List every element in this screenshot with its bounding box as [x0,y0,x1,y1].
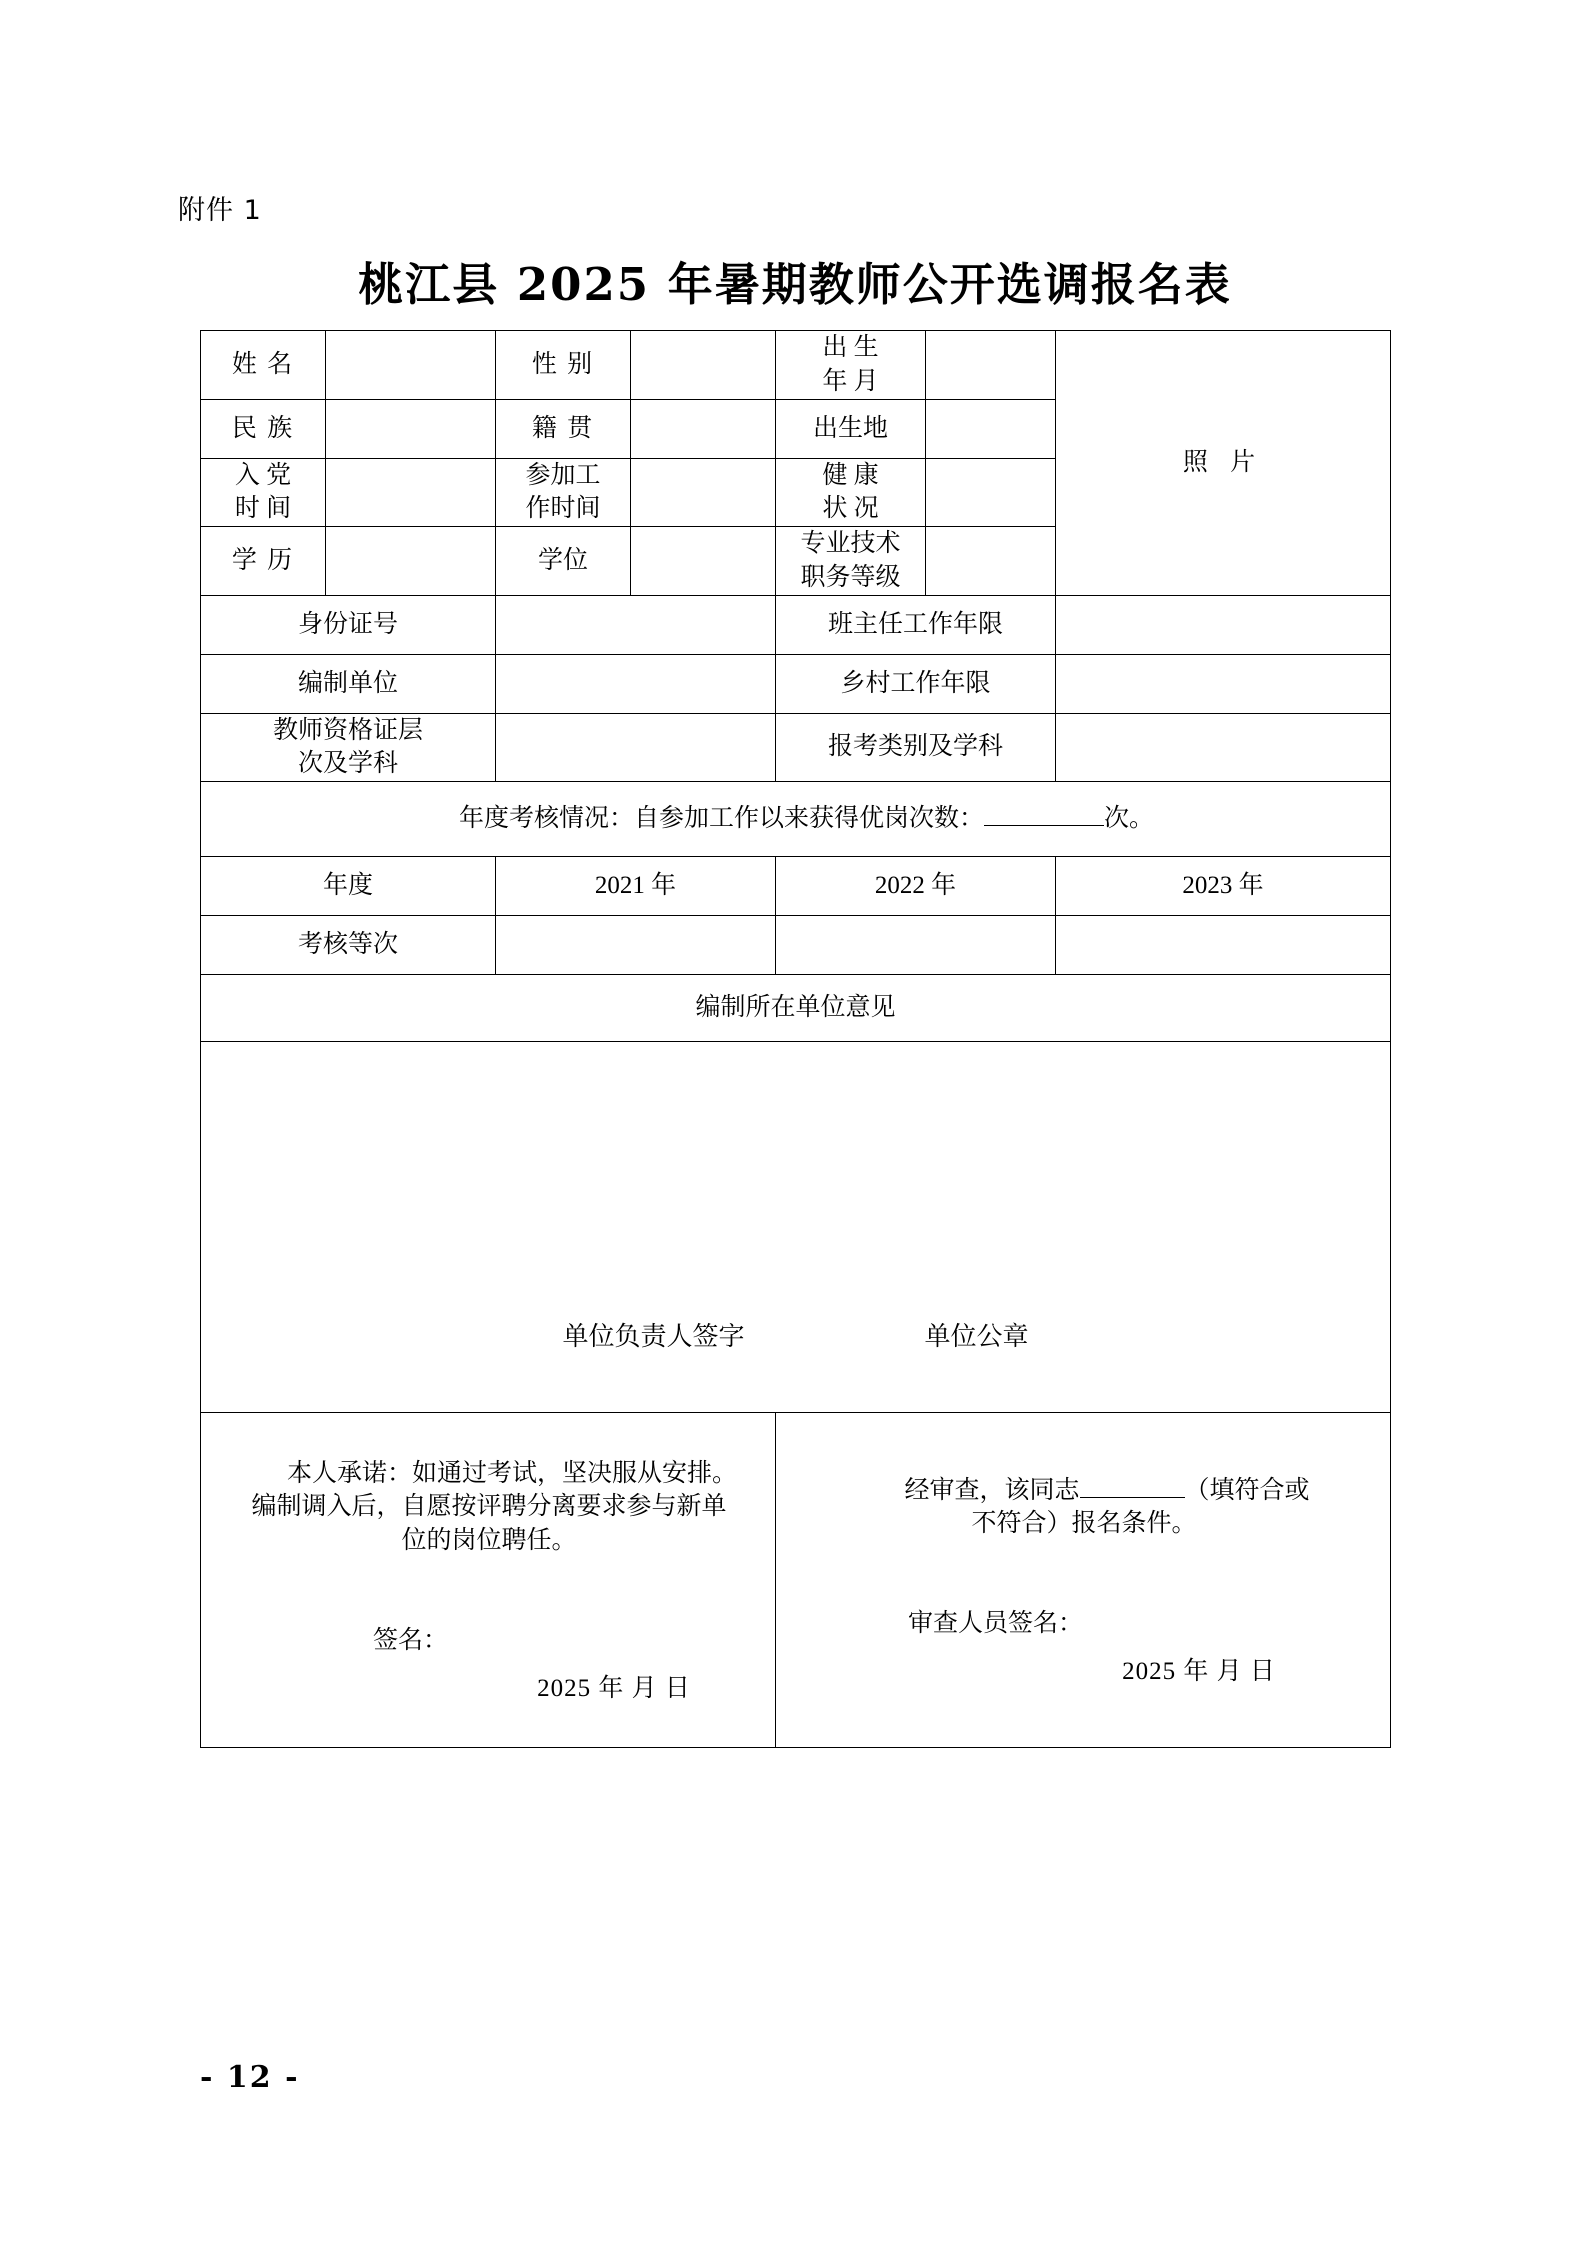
annual-review-grade-label: 考核等次 [201,916,496,975]
field-label-id-number: 身份证号 [201,595,496,654]
field-value-name[interactable] [326,331,496,400]
photo-placeholder[interactable]: 照 片 [1056,331,1391,596]
unit-seal-label[interactable]: 单位公章 [924,1321,1029,1351]
annual-review-year-2023: 2023 年 [1056,857,1391,916]
table-row [201,713,1391,782]
review-line1 [798,1474,1370,1508]
field-label-professional-title-line2: 职务等级 [800,563,901,591]
field-label-native-place: 籍 贯 [496,399,631,458]
field-value-birthplace[interactable] [926,399,1056,458]
field-label-gender: 性 别 [496,331,631,400]
field-label-teacher-certificate-line1: 教师资格证层 [272,716,423,744]
commitment-signature-label[interactable]: 签名： [373,1626,449,1654]
field-label-birth-date-line2: 年 月 [822,367,879,395]
page-number: - 12 - [200,2060,300,2095]
table-row [201,595,1391,654]
annual-review-grade-2022[interactable] [776,916,1056,975]
field-value-application-category[interactable] [1056,713,1391,782]
field-label-degree: 学位 [496,527,631,596]
field-value-rural-work-years[interactable] [1056,654,1391,713]
unit-leader-signature-label[interactable]: 单位负责人签字 [562,1321,745,1351]
field-label-party-join-date [201,458,326,527]
field-label-health-line2: 状 况 [822,495,879,523]
review-line1-suffix: （填符合或 [1184,1476,1310,1504]
attachment-label: 附件 1 [178,195,262,226]
field-label-work-start-date [496,458,631,527]
review-cell[interactable] [776,1413,1391,1748]
annual-review-grade-2023[interactable] [1056,916,1391,975]
field-label-party-join-date-line1: 入 党 [234,461,292,489]
field-value-establishment-unit[interactable] [496,654,776,713]
annual-review-year-2022: 2022 年 [776,857,1056,916]
review-line1-prefix: 经审查，该同志 [904,1476,1080,1504]
annual-review-grade-row [201,916,1391,975]
field-value-degree[interactable] [631,527,776,596]
review-result-input[interactable] [1080,1497,1185,1498]
field-value-teacher-certificate[interactable] [496,713,776,782]
field-label-work-start-date-line1: 参加工 [525,461,601,489]
unit-opinion-signature-line [201,1319,1390,1354]
annual-review-note-row [201,782,1391,857]
annual-review-year-label: 年度 [201,857,496,916]
field-value-birth-date[interactable] [926,331,1056,400]
commitment-line2: 编制调入后，自愿按评聘分离要求参与新单 [251,1493,727,1521]
field-label-party-join-date-line2: 时 间 [234,495,292,523]
table-row [201,654,1391,713]
field-label-ethnicity: 民 族 [201,399,326,458]
registration-form-table [200,330,1391,1748]
field-label-birthplace: 出生地 [776,399,926,458]
field-value-head-teacher-years[interactable] [1056,595,1391,654]
field-label-professional-title-line1: 专业技术 [800,530,901,557]
field-label-head-teacher-years: 班主任工作年限 [776,595,1056,654]
field-value-work-start-date[interactable] [631,458,776,527]
field-label-education: 学 历 [201,527,326,596]
page-title: 桃江县 2025 年暑期教师公开选调报名表 [358,258,1232,311]
field-value-gender[interactable] [631,331,776,400]
table-row [201,331,1391,400]
field-label-work-start-date-line2: 作时间 [525,495,601,523]
field-label-health [776,458,926,527]
field-label-birth-date-line1: 出 生 [822,334,879,361]
field-label-name: 姓 名 [201,331,326,400]
commitment-review-row [201,1413,1391,1748]
unit-opinion-heading: 编制所在单位意见 [201,975,1391,1042]
commitment-date-label[interactable]: 2025 年 月 日 [537,1674,691,1702]
annual-review-year-header-row [201,857,1391,916]
annual-review-year-2021: 2021 年 [496,857,776,916]
commitment-line3: 位的岗位聘任。 [401,1527,577,1555]
field-value-party-join-date[interactable] [326,458,496,527]
field-value-native-place[interactable] [631,399,776,458]
field-label-teacher-certificate [201,713,496,782]
review-signature-label[interactable]: 审查人员签名： [908,1610,1084,1637]
commitment-line1: 本人承诺：如通过考试，坚决服从安排。 [286,1459,737,1487]
annual-review-note-suffix: 次。 [1104,805,1155,833]
review-line2: 不符合）报名条件。 [971,1510,1197,1538]
commitment-cell[interactable] [201,1413,776,1748]
field-label-application-category: 报考类别及学科 [776,713,1056,782]
unit-opinion-body-row [201,1042,1391,1413]
field-value-professional-title[interactable] [926,527,1056,596]
annual-review-grade-2021[interactable] [496,916,776,975]
annual-review-count-input[interactable] [984,825,1104,826]
field-label-establishment-unit: 编制单位 [201,654,496,713]
field-value-id-number[interactable] [496,595,776,654]
field-value-education[interactable] [326,527,496,596]
field-label-birth-date [776,331,926,400]
annual-review-note-prefix: 年度考核情况：自参加工作以来获得优岗次数： [458,805,984,833]
unit-opinion-body[interactable] [201,1042,1391,1413]
field-value-health[interactable] [926,458,1056,527]
unit-opinion-heading-row [201,975,1391,1042]
field-label-teacher-certificate-line2: 次及学科 [297,750,398,778]
field-value-ethnicity[interactable] [326,399,496,458]
field-label-rural-work-years: 乡村工作年限 [776,654,1056,713]
annual-review-note [201,782,1391,857]
review-date-label[interactable]: 2025 年 月 日 [1122,1657,1276,1685]
field-label-health-line1: 健 康 [822,461,879,489]
field-label-professional-title [776,527,926,596]
